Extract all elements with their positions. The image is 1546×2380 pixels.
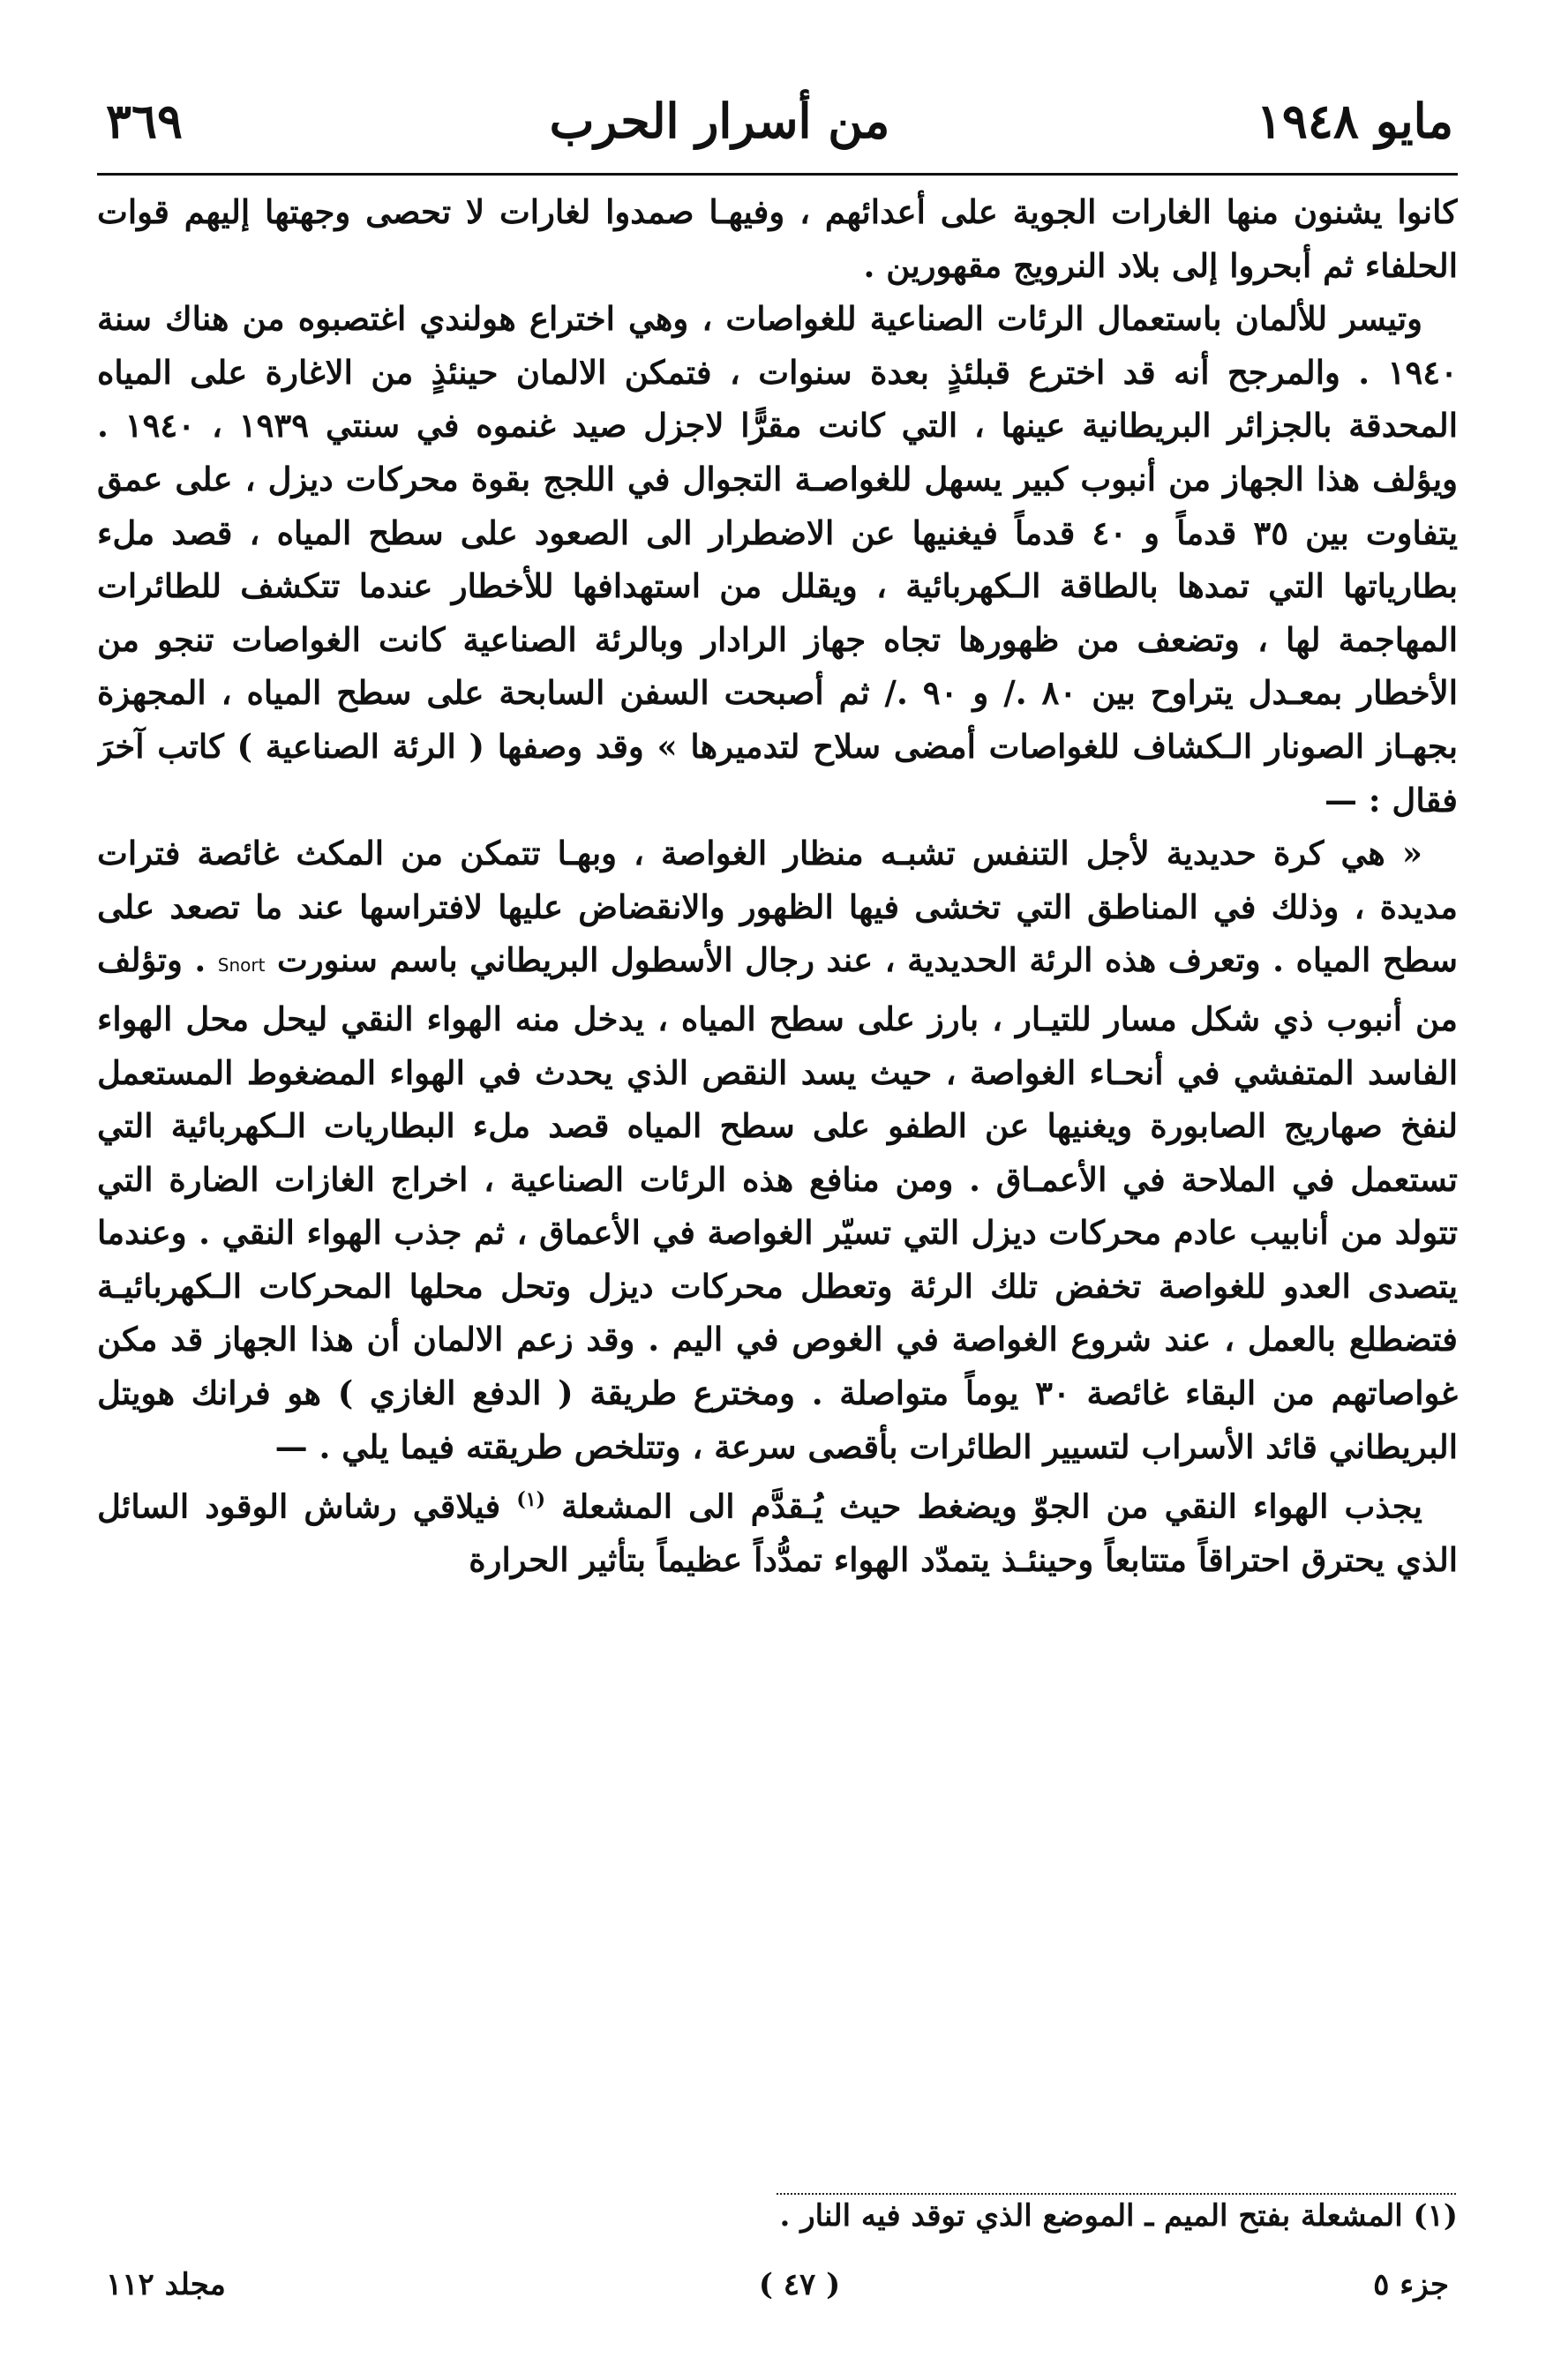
header-title: من أسرار الحرب: [549, 93, 890, 149]
footer-part: جزء ٥: [1373, 2267, 1449, 2302]
footer-volume: مجلد ١١٢: [106, 2267, 226, 2302]
header-rule: [97, 173, 1458, 176]
article-body: [97, 185, 1458, 2188]
header-date: مايو ١٩٤٨: [1256, 93, 1453, 149]
header-page-number: ٣٦٩: [106, 93, 184, 149]
page-footer: [106, 2258, 1449, 2311]
footnote-reference: (١): [516, 1488, 546, 1512]
paragraph-3-part-2: . وتؤلف من أنبوب ذي شكل مسار للتيـار ، بارز على سطح المياه ، يدخل منه الهواء النقي ليحل محل الهواء الفاسد المتفشي في أنحـاء الغواصة ، حيث يسد النقص الذي يحدث في الهواء المضغوط المستعمل لنفخ صهاريج الصابورة ويغنيها عن الطفو على سطح المياه قصد ملء البطاريات الـكهربائية التي تستعمل في الملاحة في الأعمـاق . ومن منافع هذه الرئات الصناعية ، اخراج الغازات الضارة التي تتولد من أنابيب عادم محركات ديزل التي تسيّر الغواصة في الأعماق ، ثم جذب الهواء النقي . وعندما يتصدى العدو للغواصة تخفض تلك الرئة وتعطل محركات ديزل وتحل محلها المحركات الـكهربائيـة فتضطلع بالعمل ، عند شروع الغواصة في الغوص في اليم . وقد زعم الالمان أن هذا الجهاز قد مكن غواصاتهم من البقاء غائصة ٣٠ يوماً متواصلة . ومخترع طريقة ( الدفع الغازي ) هو فرانك هويتل البريطاني قائد الأسراب لتسيير الطائرات بأقصى سرعة ، وتتلخص طريقته فيما يلي . —: [97, 940, 1458, 1466]
footnote: (١) المشعلة بفتح الميم ـ الموضع الذي توقد فيه النار .: [779, 2198, 1458, 2234]
paragraph-2: وتيسر للألمان باستعمال الرئات الصناعية للغواصات ، وهي اختراع هولندي اغتصبوه من هناك سنة ١٩٤٠ . والمرجح أنه قد اخترع قبلئذٍ بعدة سنوات ، فتمكن الالمان حينئذٍ من الاغارة على المياه المحدقة بالجزائر البريطانية عينها ، التي كانت مقرًّا لاجزل صيد غنموه في سنتي ١٩٣٩ ، ١٩٤٠ . ويؤلف هذا الجهاز من أنبوب كبير يسهل للغواصـة التجوال في اللجج بقوة محركات ديزل ، على عمق يتفاوت بين ٣٥ قدماً و ٤٠ قدماً فيغنيها عن الاضطرار الى الصعود على سطح المياه ، قصد ملء بطارياتها التي تمدها بالطاقة الـكهربائية ، ويقلل من استهدافها للأخطار عندما تتكشف للطائرات المهاجمة لها ، وتضعف من ظهورها تجاه جهاز الرادار وبالرئة الصناعية كانت الغواصات تنجو من الأخطار بمعـدل يتراوح بين ٨٠ ./ و ٩٠ ./ ثم أصبحت السفن السابحة على سطح المياه ، المجهزة بجهـاز الصونار الـكشاف للغواصات أمضى سلاح لتدميرها » وقد وصفها ( الرئة الصناعية ) كاتب آخرَ فقال : —: [97, 299, 1458, 820]
paragraph-3-part-1: « هي كرة حديدية لأجل التنفس تشبـه منظار الغواصة ، وبهـا تتمكن من المكث غائصة فترات مديدة ، وذلك في المناطق التي تخشى فيها الظهور والانقضاض عليها لافتراسها عند ما تصعد على سطح المياه . وتعرف هذه الرئة الحديدية ، عند رجال الأسطول البريطاني باسم سنورت: [97, 834, 1458, 980]
latin-word-snort: Snort: [217, 954, 266, 977]
paragraph-4: [97, 1473, 1458, 1587]
footer-issue: ( ٤٧ ): [758, 2267, 841, 2302]
page-header: [106, 81, 1453, 161]
paragraph-4-part-1: يجذب الهواء النقي من الجوّ ويضغط حيث يُـقدَّم الى المشعلة: [561, 1486, 1422, 1526]
paragraph-1: كانوا يشنون منها الغارات الجوية على أعدائهم ، وفيهـا صمدوا لغارات لا تحصى وجهتها إليهم قوات الحلفاء ثم أبحروا إلى بلاد النرويج مقهورين .: [97, 192, 1458, 285]
paragraph-4-part-2: فيلاقي رشاش الوقود السائل الذي يحترق احتراقاً متتابعاً وحينئـذ يتمدّد الهواء تمدُّداً عظيماً بتأثير الحرارة: [97, 1486, 1458, 1580]
paragraph-3: [97, 827, 1458, 1473]
